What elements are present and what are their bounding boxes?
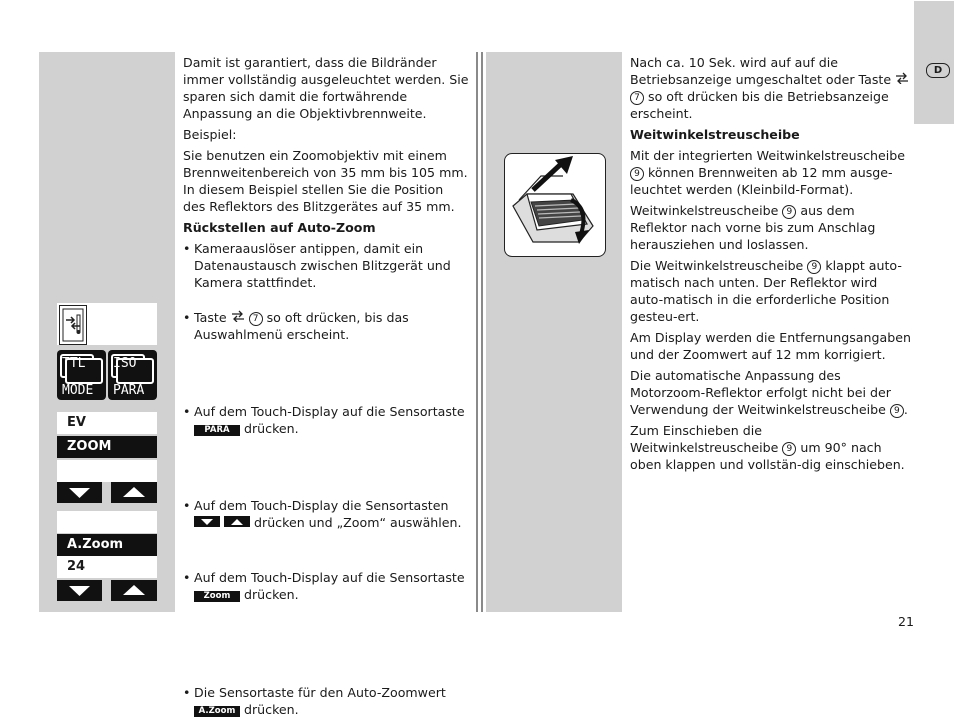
mode-key-icon [231,310,249,325]
para-label: PARA [113,383,145,398]
mode-key-icon [895,72,909,87]
menu-item-zoom[interactable]: ZOOM [57,436,157,458]
example-paragraph: Sie benutzen ein Zoomobjektiv mit einem Brennweitenbereich von 35 mm bis 105 mm. In diesem Beispiel stellen Sie die Position des Reflektors des Blitzgerätes auf 35 mm. [183,148,468,214]
chevron-up-icon [111,482,157,503]
right-text-column [630,54,914,477]
diffuser-paragraph-1: Mit der integrierten Weitwinkelstreuscheibe 9 können Brennweiten ab 12 mm ausge-leuchtet werden (Kleinbild-Format). [630,148,906,197]
intro-paragraph: Damit ist garantiert, dass die Bildränder immer vollständig ausgeleuchtet werden. Sie sparen sich damit die fortwährende Anpassung an die Objektivbrennweite. [183,55,469,121]
example-label: Beispiel: [183,127,237,142]
ref-number-9: 9 [807,260,821,274]
diffuser-illustration [504,153,606,257]
reset-heading: Rückstellen auf Auto-Zoom [183,220,376,235]
page-number: 21 [897,614,914,629]
diffuser-paragraph-4: Am Display werden die Entfernungsangaben und der Zoomwert auf 12 mm korrigiert. [630,330,911,362]
return-paragraph: Nach ca. 10 Sek. wird auf auf die Betriebsanzeige umgeschaltet oder Taste 7 so oft drücken bis die Betriebsanzeige erscheint. [630,54,914,122]
chevron-up-icon [231,518,243,526]
scroll-up-button[interactable] [111,482,157,503]
chevron-down-icon [57,482,102,503]
language-badge: D [926,63,950,78]
bullet-zoom-key: • Auf dem Touch-Display auf die Sensortaste Zoom drücken. [183,569,480,603]
azoom-empty-top [57,511,157,533]
ref-number-7: 7 [249,312,263,326]
bullet-arrow-keys: • Auf dem Touch-Display die Sensortasten drücken und „Zoom“ auswählen. [183,497,480,531]
diffuser-paragraph-6: Zum Einschieben die Weitwinkelstreuscheibe 9 um 90° nach oben klappen und vollstän-dig einschieben. [630,423,905,472]
down-key-chip [194,516,220,527]
ref-number-7: 7 [630,91,644,105]
left-text-column [183,54,469,291]
bullet-para-key: • Auf dem Touch-Display auf die Sensortaste PARA drücken. [183,403,480,437]
ref-number-9: 9 [890,404,904,418]
azoom-value-row: 24 [57,556,157,578]
touch-display-top [57,303,157,345]
chevron-up-icon [111,580,157,601]
bullet-shutter: • Kameraauslöser antippen, damit ein Datenaustausch zwischen Blitzgerät und Kamera stattfindet. [183,240,469,291]
menu-item-ev[interactable]: EV [57,412,157,434]
value-up-button[interactable] [111,580,157,601]
diffuser-paragraph-5: Die automatische Anpassung des Motorzoom-Reflektor erfolgt nicht bei der Verwendung der Weitwinkelstreuscheibe 9 . [630,368,908,417]
ttl-label: TTL [62,356,86,371]
bullet-mode-key: • Taste 7 so oft drücken, bis das Auswahlmenü erscheint. [183,309,480,343]
diffuser-paragraph-3: Die Weitwinkelstreuscheibe 9 klappt auto-matisch nach unten. Der Reflektor wird auto-matisch in die erforderliche Position gesteu-ert. [630,258,902,324]
value-down-button[interactable] [57,580,102,601]
bullet-azoom-key: • Die Sensortaste für den Auto-Zoomwert A.Zoom drücken. [183,684,480,718]
menu-empty-area [57,460,157,482]
scroll-down-button[interactable] [57,482,102,503]
diffuser-heading: Weitwinkelstreuscheibe [630,127,800,142]
chevron-down-icon [57,580,102,601]
zoom-chip: Zoom [194,591,240,602]
ref-number-9: 9 [782,205,796,219]
mode-button-icon [59,305,87,345]
ref-number-9: 9 [782,442,796,456]
para-chip: PARA [194,425,240,436]
mode-label: MODE [62,383,94,398]
ref-number-9: 9 [630,167,644,181]
azoom-label-row[interactable]: A.Zoom [57,534,157,556]
right-illustration-panel [486,52,622,612]
iso-label: ISO [113,356,137,371]
chevron-down-icon [201,518,213,526]
azoom-chip: A.Zoom [194,706,240,717]
up-key-chip [224,516,250,527]
column-divider-right [481,52,483,612]
diffuser-paragraph-2: Weitwinkelstreuscheibe 9 aus dem Reflektor nach vorne bis zum Anschlag herausziehen und loslassen. [630,203,876,252]
iso-para-button[interactable] [108,350,157,400]
ttl-mode-button[interactable] [57,350,106,400]
